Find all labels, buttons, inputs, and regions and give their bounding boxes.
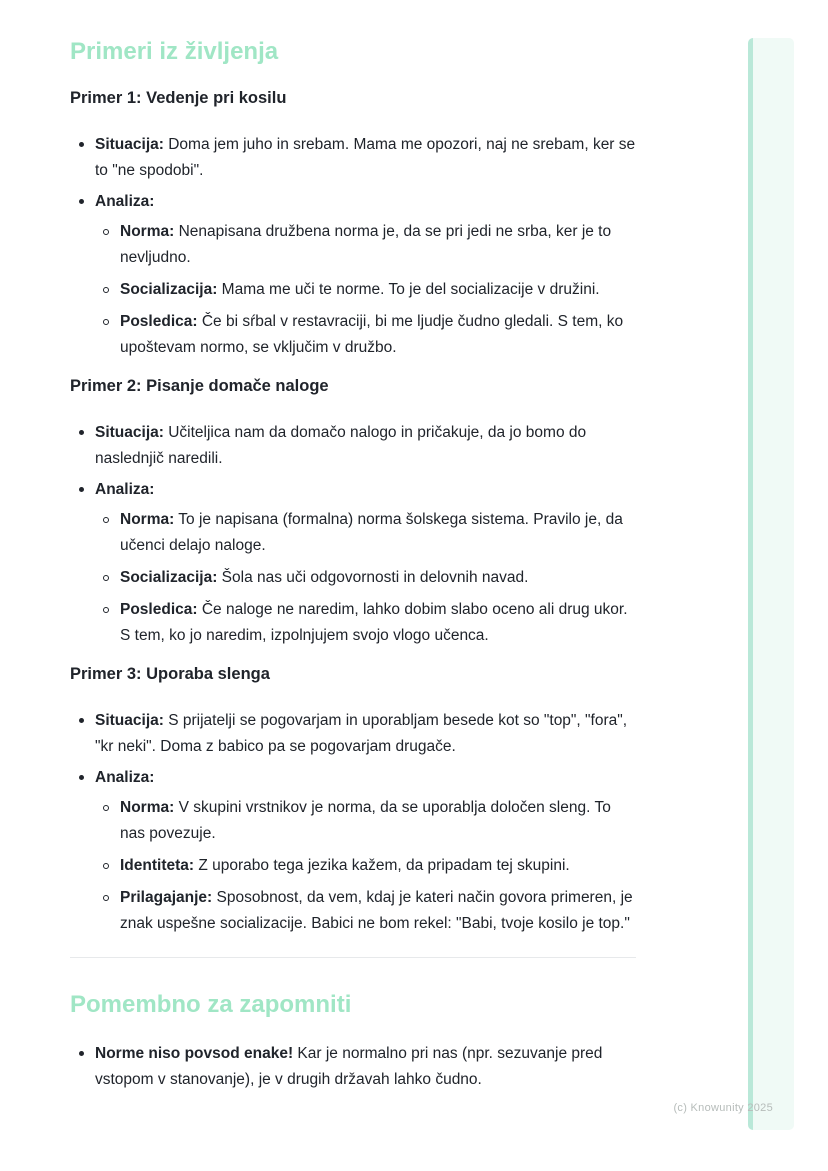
sub-bullet-label: Posledica: bbox=[120, 601, 198, 618]
right-accent-bar bbox=[748, 38, 794, 1130]
list-item-analysis bbox=[95, 189, 636, 361]
list-item-situation bbox=[95, 420, 636, 472]
bullet-text: S prijatelji se pogovarjam in uporabljam besede kot so "top", "fora", "kr neki". Doma z babico pa se pogovarjam drugače. bbox=[95, 712, 628, 755]
section-heading-examples: Primeri iz življenja bbox=[70, 38, 279, 65]
bullet-label: Analiza: bbox=[95, 481, 155, 498]
bullet-label: Norme niso povsod enake! bbox=[95, 1045, 294, 1062]
sub-bullet-label: Identiteta: bbox=[120, 857, 195, 874]
sub-bullet-text: Nenapisana družbena norma je, da se pri jedi ne srba, ker je to nevljudno. bbox=[120, 223, 612, 266]
sub-bullet-label: Socializacija: bbox=[120, 281, 218, 298]
sub-bullet-text: Če naloge ne naredim, lahko dobim slabo oceno ali drug ukor. S tem, ko jo naredim, izpolnjujem svojo vlogo učenca. bbox=[120, 601, 628, 644]
sub-bullet-label: Norma: bbox=[120, 799, 175, 816]
bullet-label: Analiza: bbox=[95, 193, 155, 210]
sub-list-item bbox=[120, 219, 636, 271]
example-3-title: Primer 3: Uporaba slenga bbox=[70, 665, 270, 683]
sub-list-item bbox=[120, 885, 636, 937]
example-3-list bbox=[70, 708, 636, 937]
sub-bullet-label: Posledica: bbox=[120, 313, 198, 330]
sub-bullet-text: Šola nas uči odgovornosti in delovnih navad. bbox=[221, 569, 529, 586]
sub-bullet-text: Če bi sŕbal v restavraciji, bi me ljudje čudno gledali. S tem, ko upoštevam normo, se vključim v družbo. bbox=[120, 313, 624, 356]
sub-list-item bbox=[120, 565, 636, 591]
section-heading-remember: Pomembno za zapomniti bbox=[70, 991, 352, 1018]
sub-bullet-label: Prilagajanje: bbox=[120, 889, 213, 906]
bullet-text: Doma jem juho in srebam. Mama me opozori, naj ne srebam, ker se to "ne spodobi". bbox=[95, 136, 636, 179]
list-item bbox=[95, 1041, 636, 1093]
example-1-sublist bbox=[95, 219, 636, 361]
bullet-text: Učiteljica nam da domačo nalogo in pričakuje, da jo bomo do naslednjič naredili. bbox=[95, 424, 587, 467]
document-content bbox=[70, 0, 636, 1108]
sub-bullet-text: V skupini vrstnikov je norma, da se uporablja določen sleng. To nas povezuje. bbox=[120, 799, 611, 842]
bullet-label: Situacija: bbox=[95, 136, 164, 153]
sub-list-item bbox=[120, 597, 636, 649]
sub-list-item bbox=[120, 853, 636, 879]
example-2-list bbox=[70, 420, 636, 649]
sub-list-item bbox=[120, 795, 636, 847]
sub-bullet-label: Socializacija: bbox=[120, 569, 218, 586]
sub-list-item bbox=[120, 277, 636, 303]
list-item-situation bbox=[95, 132, 636, 184]
bullet-label: Analiza: bbox=[95, 769, 155, 786]
sub-list-item bbox=[120, 507, 636, 559]
section-divider bbox=[70, 957, 636, 958]
bullet-text: Kar je normalno pri nas (npr. sezuvanje pred vstopom v stanovanje), je v drugih državah lahko čudno. bbox=[95, 1045, 603, 1088]
list-item-analysis bbox=[95, 477, 636, 649]
example-1-list bbox=[70, 132, 636, 361]
copyright-footer: (c) Knowunity 2025 bbox=[673, 1102, 773, 1114]
remember-list bbox=[70, 1041, 636, 1093]
example-3-sublist bbox=[95, 795, 636, 937]
sub-bullet-text: To je napisana (formalna) norma šolskega sistema. Pravilo je, da učenci delajo naloge. bbox=[120, 511, 623, 554]
bullet-label: Situacija: bbox=[95, 712, 164, 729]
sub-bullet-label: Norma: bbox=[120, 511, 175, 528]
list-item-analysis bbox=[95, 765, 636, 937]
sub-bullet-text: Mama me uči te norme. To je del socializacije v družini. bbox=[221, 281, 600, 298]
example-1-title: Primer 1: Vedenje pri kosilu bbox=[70, 89, 287, 107]
example-2-sublist bbox=[95, 507, 636, 649]
list-item-situation bbox=[95, 708, 636, 760]
sub-list-item bbox=[120, 309, 636, 361]
sub-bullet-text: Sposobnost, da vem, kdaj je kateri način govora primeren, je znak uspešne socializacije. Babici ne bom rekel: "Babi, tvoje kosilo je top." bbox=[120, 889, 633, 932]
example-2-title: Primer 2: Pisanje domače naloge bbox=[70, 377, 329, 395]
sub-bullet-text: Z uporabo tega jezika kažem, da pripadam tej skupini. bbox=[198, 857, 570, 874]
bullet-label: Situacija: bbox=[95, 424, 164, 441]
sub-bullet-label: Norma: bbox=[120, 223, 175, 240]
